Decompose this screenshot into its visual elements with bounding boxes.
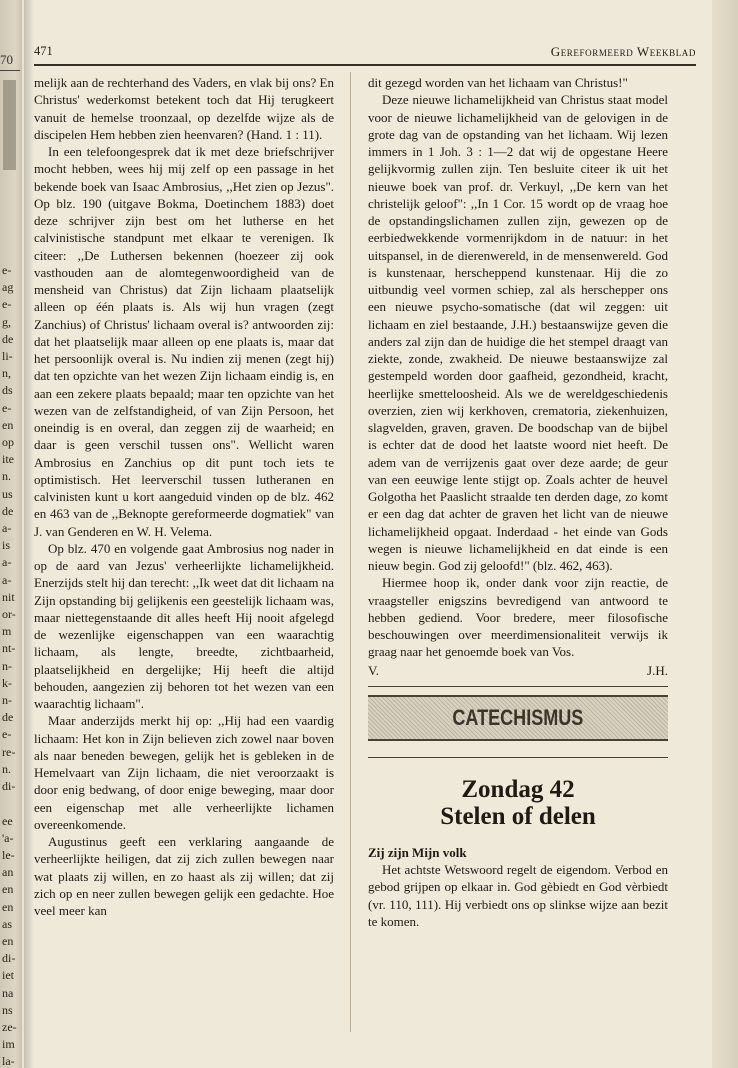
paragraph: melijk aan de rechterhand des Vaders, en vlak bij ons? En Christus' wederkomst betekent toch dat Hij terugkeert vanuit de hemelse troonzaal, op dezelfde wijze als de discipelen Hem hebben zien heenvaren? (Hand. 1 : 11).	[34, 75, 334, 142]
previous-page-text-fragments: e- ag e- g, de li- n, ds e- en op ite n. us de a- is a- a- nit or- m nt- n- k- n- de e- re- n. di- ee 'a- le- an en en as en di- iet na ns ze- im la-	[2, 263, 17, 1068]
catechismus-heading: CATECHISMUS	[452, 705, 584, 731]
paragraph: Het achtste Wetswoord regelt de eigendom. Verbod en gebod grijpen op elkaar in. God gèbiedt en God vèrbiedt (vr. 110, 111). Hij verbiedt ons op slinkse wijze aan bezit te komen.	[368, 862, 668, 929]
running-header	[34, 40, 696, 62]
page-number: 471	[34, 44, 53, 58]
gutter-shadow	[24, 0, 34, 1068]
header-rule	[34, 64, 696, 66]
catechismus-banner	[368, 695, 668, 741]
paragraph: dit gezegd worden van het lichaam van Christus!"	[368, 75, 628, 90]
page-right-edge	[712, 0, 738, 1068]
previous-page-rule	[0, 70, 20, 71]
zondag-subtitle: Stelen of delen	[440, 802, 596, 830]
previous-page-edge	[0, 0, 22, 1068]
paragraph: Maar anderzijds merkt hij op: ,,Hij had een vaardig lichaam: Het kon in Zijn believen zich zowel naar boven als naar beneden bewegen, gelijk het is gebleken in de Hemelvaart van Zijn lichaam, die niet veroorzaakt is door enig bedwang, of door enige beweging, maar door een eigenschap met alle verheerlijkte lichamen overeenkomende.	[34, 713, 334, 832]
section-rule	[368, 686, 668, 687]
right-column	[368, 74, 668, 930]
signature-initial-left: V.	[368, 662, 379, 678]
publication-title: Gereformeerd Weekblad	[550, 44, 696, 59]
paragraph: Op blz. 470 en volgende gaat Ambrosius nog nader in op de aard van Jezus' verheerlijkte lichamelijkheid. Enerzijds stelt hij dan terecht: ,,Ik weet dat dit lichaam na Zijn opstanding bij gelijkenis een geestelijk lichaam was, maar niettegenstaande dit alles heeft Hij nooit afgelegd de wezenlijke eigenschappen van een waarachtig lichaam, als lengte, breedte, zichtbaarheid, plaatselijkheid en dergelijke; Hij heeft die altijd behouden, aangezien zij behoren tot het wezen van een waarachtig lichaam".	[34, 540, 334, 711]
paragraph: Hiermee hoop ik, onder dank voor zijn reactie, de vraagsteller enigszins bevredigend van antwoord te hebben gediend. Voor bredere, meer filosofische beschouwingen over meerdimensionaliteit verwijs ik graag naar het genoemde boek van Vos.	[368, 575, 668, 660]
paragraph: Augustinus geeft een verklaring aangaande de verheerlijkte heiligen, dat zij zich zullen bewegen naar wat plaats zij willen, en zo haast als zij willen; dat zij zich op en neer zullen bewegen gelijk een gedachte. Hoe veel meer kan	[34, 834, 334, 918]
subheading: Zij zijn Mijn volk	[368, 844, 467, 860]
previous-page-number: 70	[0, 52, 13, 67]
section-rule	[368, 757, 668, 758]
previous-page-image-fragment	[3, 80, 16, 170]
left-column	[34, 74, 334, 919]
paragraph: Deze nieuwe lichamelijkheid van Christus staat model voor de nieuwe lichamelijkheid van de gelovigen in de grote dag van de opstanding van het lichaam. Wij lezen immers in 1 Joh. 3 : 1—2 dat wij de opgestane Heere gelijkvormig zullen zijn. Ten besluite citeer ik uit het nieuwe boek van prof. dr. Verkuyl, ,,De kern van het christelijk geloof": ,,In 1 Cor. 15 wordt op de vraag hoe de opstandingslichamen zullen zijn, gewezen op de eerbiedwekkende vormenrijkdom in de natuur: in het uitspansel, in de dierenwereld, in de mensenwereld. God is kunstenaar, herscheppend kunstenaar. Hij die zo uitbundig veel vormen schiep, zal als herschepper ons een nieuwe psycho-somatische (dat wil zeggen: uit lichaam en ziel bestaande, J.H.) bestaanswijze geven die anders zal zijn dan de huidige die het stempel draagt van ziekte, zonde, zwakheid. De nieuwe bestaanswijze zal gestempeld worden door gaafheid, gezondheid, kracht, heerlijke smetteloosheid. Als we de wereldgeschiedenis overzien, zien wij kerkhoven, crematoria, ziekenhuizen, slagvelden, graven, graven. De boodschap van de bijbel is echter dat de dood het laatste woord niet heeft. De adem van de verrijzenis gaat over deze aarde; de geur van een eeuwige lente stijgt op. Zoals achter de heuvel Golgotha het Paaslicht straalde ten derden dage, zo komt er een dag dat achter de graven het licht van de nieuwe lichamelijkheid opgaat. Inderdaad - het einde van Gods wegen is nieuwe lichamelijkheid en dat einde is een nieuw begin. God zij geloofd!" (blz. 462, 463).	[368, 92, 668, 573]
paragraph: In een telefoongesprek dat ik met deze briefschrijver mocht hebben, wees hij mij zelf op een passage in het bekende boek van Isaac Ambrosius, ,,Het zien op Jezus". Op blz. 190 (uitgave Bokma, Doetinchem 1883) doet deze schrijver zijn best om het lutherse en het calvinistische standpunt met elkaar te verenigen. Ik citeer: ,,De Luthersen bekennen (hoezeer zij ook vasthouden aan de alomtegenwoordigheid van de mensheid van Christus) dat Zijn lichaam plaatselijk alleen op één plaats is. Als wij hun vragen (zegt Zanchius) of Christus' lichaam overal is? antwoorden zij: dat het plaatselijk maar alleen op ene plaats is, maar dat het persoonlijk overal is. Nu indien zij menen (zegt hij) dat ten opzichte van het wezen Zijn lichaam eindig is, en aan een zekere plaats bepaald; maar ten opzichte van het wezen van de zelfstandigheid, of van Zijn Persoon, het oneindig is en overal, dan zeggen zij de waarheid; en daar is geen verschil tussen ons". Wellicht waren Ambrosius en Zanchius op dit punt toch iets te optimistisch. Het leerverschil tussen lutheranen en calvinisten kunt u kort aangeduid vinden op de blz. 462 en 463 van de ,,Beknopte gereformeerde dogmatiek" van J. van Genderen en W. H. Velema.	[34, 144, 334, 539]
zondag-title: Zondag 42	[461, 775, 575, 803]
column-divider	[350, 72, 351, 1032]
author-signature: J.H.	[647, 662, 668, 678]
signature-line	[368, 662, 668, 679]
